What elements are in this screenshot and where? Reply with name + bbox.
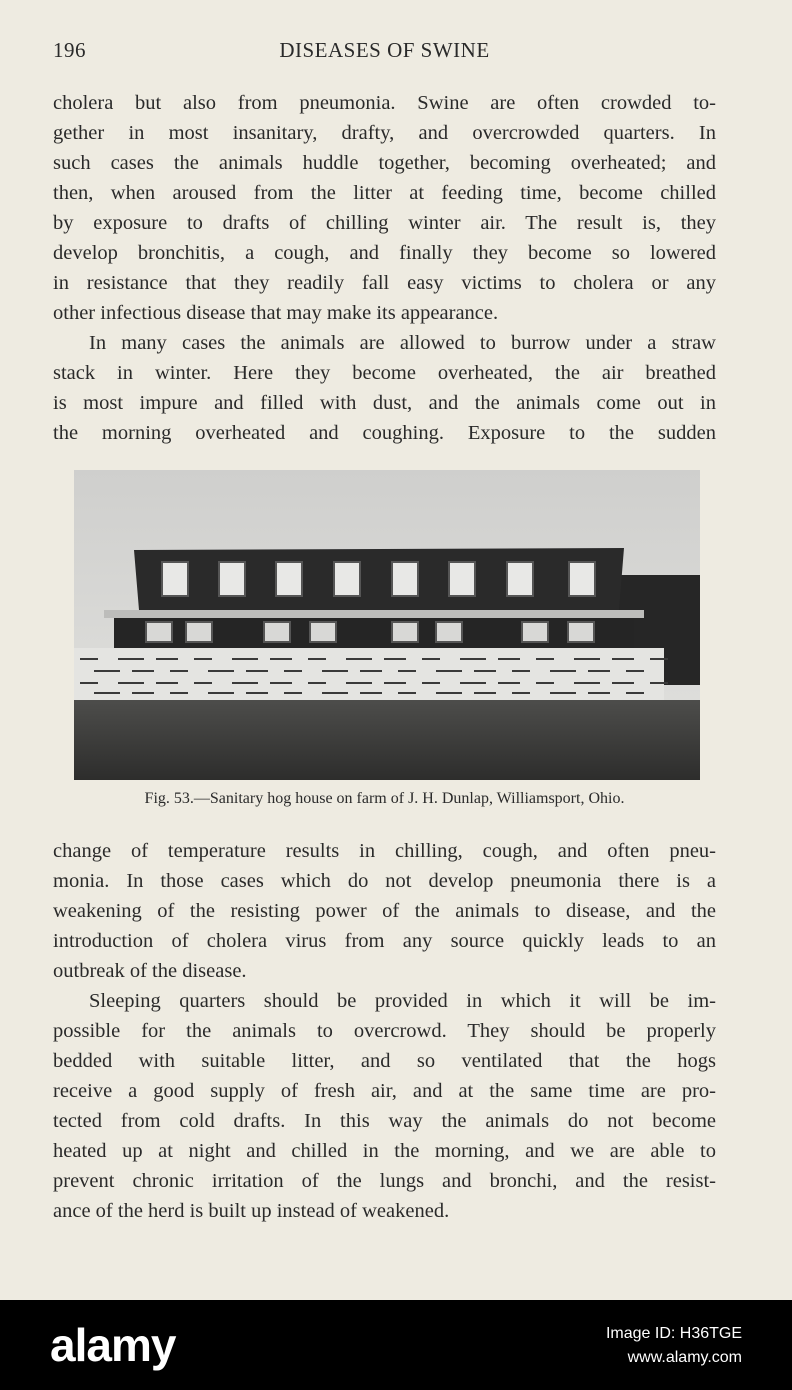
text-block-top — [53, 88, 716, 448]
text-line: change of temperature results in chilling, cough, and often pneu- — [53, 840, 716, 862]
text-line: develop bronchitis, a cough, and finally they become so lowered — [53, 242, 716, 264]
text-line: in resistance that they readily fall easy victims to cholera or any — [53, 272, 716, 294]
text-line: cholera but also from pneumonia. Swine are often crowded to- — [53, 92, 716, 114]
text-line: Sleeping quarters should be provided in which it will be im- — [89, 990, 716, 1012]
text-line: gether in most insanitary, drafty, and overcrowded quarters. In — [53, 122, 716, 144]
text-line: by exposure to drafts of chilling winter air. The result is, they — [53, 212, 716, 234]
text-line: the morning overheated and coughing. Exposure to the sudden — [53, 422, 716, 444]
text-line: bedded with suitable litter, and so ventilated that the hogs — [53, 1050, 716, 1072]
page-header — [53, 38, 716, 66]
text-line: In many cases the animals are allowed to burrow under a straw — [89, 332, 716, 354]
image-id — [606, 1322, 742, 1370]
text-line: is most impure and filled with dust, and the animals come out in — [53, 392, 716, 414]
text-block-bottom — [53, 836, 716, 1226]
figure-caption: Fig. 53.—Sanitary hog house on farm of J. H. Dunlap, Williamsport, Ohio. — [144, 790, 625, 807]
alamy-logo: alamy — [50, 1319, 176, 1371]
text-line: such cases the animals huddle together, becoming overheated; and — [53, 152, 716, 174]
page-number: 196 — [53, 38, 86, 62]
text-line: introduction of cholera virus from any source quickly leads to an — [53, 930, 716, 952]
image-id-line: Image ID: H36TGE — [605, 1325, 742, 1342]
text-line: receive a good supply of fresh air, and at the same time are pro- — [53, 1080, 716, 1102]
text-line: then, when aroused from the litter at feeding time, become chilled — [53, 182, 716, 204]
text-line: monia. In those cases which do not develop pneumonia there is a — [53, 870, 716, 892]
image-url-line: www.alamy.com — [627, 1349, 742, 1366]
running-head: DISEASES OF SWINE — [279, 38, 490, 62]
text-line: weakening of the resisting power of the animals to disease, and the — [53, 900, 716, 922]
text-line: prevent chronic irritation of the lungs and bronchi, and the resist- — [53, 1170, 716, 1192]
text-line: heated up at night and chilled in the morning, and we are able to — [53, 1140, 716, 1162]
text-line: stack in winter. Here they become overheated, the air breathed — [53, 362, 716, 384]
hog-house-photo — [74, 470, 700, 780]
text-line: outbreak of the disease. — [53, 960, 247, 982]
text-line: possible for the animals to overcrowd. They should be properly — [53, 1020, 716, 1042]
text-line: other infectious disease that may make its appearance. — [53, 302, 499, 324]
text-line: ance of the herd is built up instead of weakened. — [53, 1200, 450, 1222]
text-line: tected from cold drafts. In this way the animals do not become — [53, 1110, 716, 1132]
